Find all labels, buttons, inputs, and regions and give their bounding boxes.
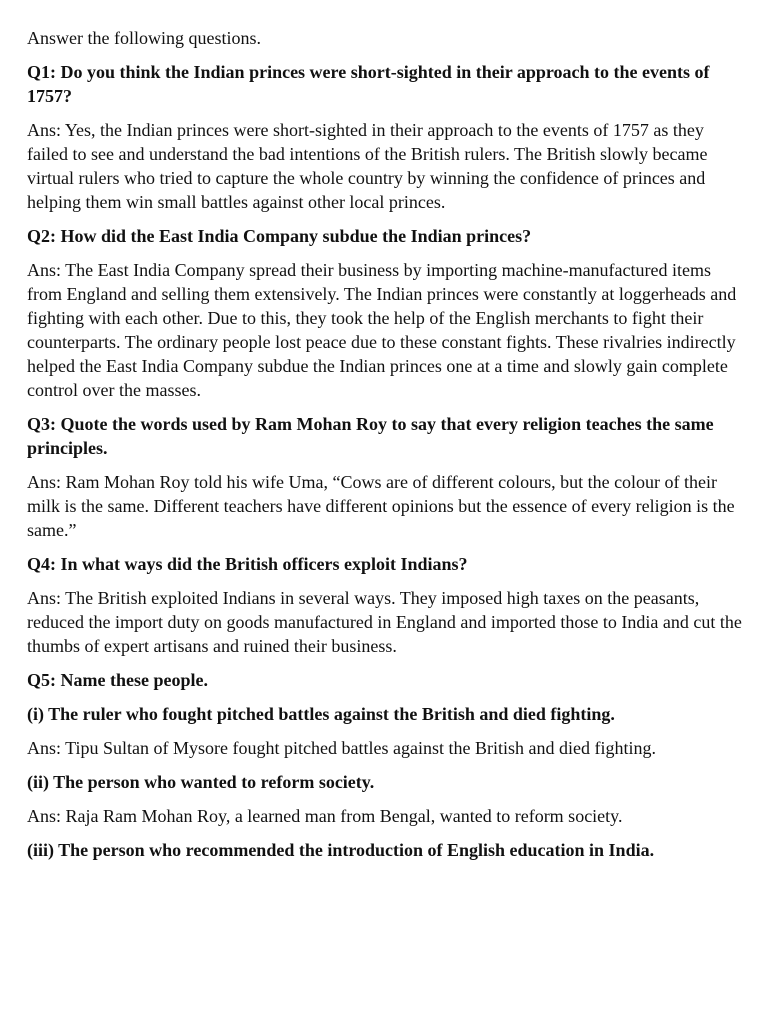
answer-5-part-ii: Ans: Raja Ram Mohan Roy, a learned man from Bengal, wanted to reform society.: [27, 806, 623, 826]
question-5-part-iii: (iii) The person who recommended the introduction of English education in India.: [27, 840, 655, 860]
answer-2: Ans: The East India Company spread their business by importing machine-manufactured items from England and selling them extensively. The Indian princes were constantly at loggerheads and fighting with each other. Due to this, they took the help of the English merchants to fight their counterparts. The ordinary people lost peace due to these constant fights. These rivalries indirectly helped the East India Company subdue the Indian princes one at a time and slowly gain complete control over the masses.: [27, 260, 737, 400]
question-5: Q5: Name these people.: [27, 670, 208, 690]
question-4: Q4: In what ways did the British officers exploit Indians?: [27, 554, 468, 574]
question-1: Q1: Do you think the Indian princes were short-sighted in their approach to the events of 1757?: [27, 62, 710, 106]
answer-3: Ans: Ram Mohan Roy told his wife Uma, “Cows are of different colours, but the colour of their milk is the same. Different teachers have different opinions but the essence of every religion is the same.”: [27, 472, 735, 540]
answer-5-part-i: Ans: Tipu Sultan of Mysore fought pitched battles against the British and died fighting.: [27, 738, 656, 758]
instructions: Answer the following questions.: [27, 28, 261, 48]
question-5-part-i: (i) The ruler who fought pitched battles against the British and died fighting.: [27, 704, 615, 724]
question-2: Q2: How did the East India Company subdue the Indian princes?: [27, 226, 532, 246]
question-5-part-ii: (ii) The person who wanted to reform society.: [27, 772, 375, 792]
question-3: Q3: Quote the words used by Ram Mohan Roy to say that every religion teaches the same principles.: [27, 414, 714, 458]
document-page: [27, 26, 745, 872]
answer-4: Ans: The British exploited Indians in several ways. They imposed high taxes on the peasants, reduced the import duty on goods manufactured in England and imported those to India and cut the thumbs of expert artisans and ruined their business.: [27, 588, 742, 656]
answer-1: Ans: Yes, the Indian princes were short-sighted in their approach to the events of 1757 as they failed to see and understand the bad intentions of the British rulers. The British slowly became virtual rulers who tried to capture the whole country by winning the confidence of princes and helping them win small battles against other local princes.: [27, 120, 708, 212]
